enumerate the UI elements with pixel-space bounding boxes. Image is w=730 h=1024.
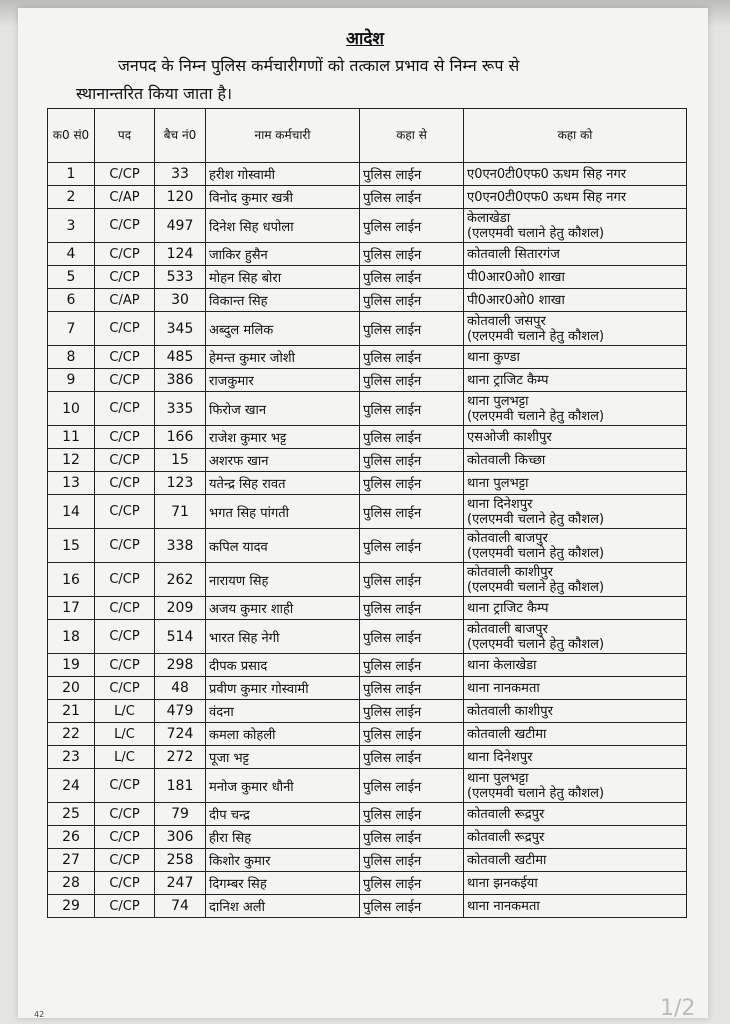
row-to-line: कोतवाली सितारगंज (467, 246, 560, 262)
row-from: पुलिस लाईन (360, 700, 464, 723)
table-row (48, 620, 687, 654)
table-row (48, 654, 687, 677)
row-to (464, 597, 687, 620)
row-name: दीप चन्द्र (206, 803, 360, 826)
row-to-line: ए0एन0टी0एफ0 ऊधम सिह नगर (467, 166, 627, 182)
row-sno: 3 (48, 209, 95, 243)
table-row (48, 597, 687, 620)
row-sno: 19 (48, 654, 95, 677)
row-from: पुलिस लाईन (360, 243, 464, 266)
row-to (464, 163, 687, 186)
row-to (464, 243, 687, 266)
row-to-line: कोतवाली काशीपुर (467, 703, 553, 719)
row-to-line: थाना दिनेशपुर (467, 496, 533, 512)
row-from: पुलिस लाईन (360, 163, 464, 186)
table-row (48, 769, 687, 803)
intro-line-1: जनपद के निम्न पुलिस कर्मचारीगणों को तत्काल प्रभाव से निम्न रूप से (118, 56, 520, 75)
row-post: C/AP (95, 289, 155, 312)
row-post: L/C (95, 700, 155, 723)
table-row (48, 163, 687, 186)
row-sno: 27 (48, 849, 95, 872)
row-from: पुलिस लाईन (360, 746, 464, 769)
row-to (464, 426, 687, 449)
row-badge: 386 (155, 369, 206, 392)
row-post: C/CP (95, 620, 155, 654)
row-post: C/CP (95, 392, 155, 426)
row-sno: 16 (48, 563, 95, 597)
row-to-line: एसओजी काशीपुर (467, 429, 552, 445)
row-sno: 11 (48, 426, 95, 449)
row-from: पुलिस लाईन (360, 769, 464, 803)
row-to (464, 723, 687, 746)
row-post: C/CP (95, 677, 155, 700)
table-row (48, 529, 687, 563)
row-post: C/AP (95, 186, 155, 209)
row-badge: 15 (155, 449, 206, 472)
row-sno: 4 (48, 243, 95, 266)
row-to-line: थाना केलाखेडा (467, 657, 537, 673)
table-row (48, 849, 687, 872)
row-name: विकान्त सिह (206, 289, 360, 312)
row-to-line: कोतवाली काशीपुर (467, 564, 553, 580)
row-sno: 18 (48, 620, 95, 654)
row-name: अब्दुल मलिक (206, 312, 360, 346)
row-name: प्रवीण कुमार गोस्वामी (206, 677, 360, 700)
table-row (48, 700, 687, 723)
row-to-line: (एलएमवी चलाने हेतु कौशल) (467, 511, 605, 527)
row-sno: 9 (48, 369, 95, 392)
row-post: C/CP (95, 369, 155, 392)
row-sno: 13 (48, 472, 95, 495)
table-row (48, 312, 687, 346)
row-name: भारत सिह नेगी (206, 620, 360, 654)
row-sno: 1 (48, 163, 95, 186)
header-badge: बैच नं0 (155, 109, 206, 163)
row-name: मनोज कुमार धौनी (206, 769, 360, 803)
row-badge: 181 (155, 769, 206, 803)
row-badge: 514 (155, 620, 206, 654)
order-title: आदेश (346, 29, 384, 49)
row-post: C/CP (95, 563, 155, 597)
row-to-line: कोतवाली बाजपुर (467, 621, 548, 637)
row-from: पुलिस लाईन (360, 369, 464, 392)
row-to-line: थाना नानकमता (467, 898, 540, 914)
row-to (464, 472, 687, 495)
row-post: C/CP (95, 597, 155, 620)
row-to-line: थाना पुलभट्टा (467, 475, 529, 491)
table-row (48, 677, 687, 700)
row-sno: 2 (48, 186, 95, 209)
row-to (464, 769, 687, 803)
row-to-line: कोतवाली खटीमा (467, 726, 547, 742)
row-badge: 335 (155, 392, 206, 426)
row-sno: 20 (48, 677, 95, 700)
row-to (464, 826, 687, 849)
row-name: दिगम्बर सिह (206, 872, 360, 895)
row-post: C/CP (95, 895, 155, 918)
row-sno: 22 (48, 723, 95, 746)
row-name: दिनेश सिह धपोला (206, 209, 360, 243)
row-to-line: थाना ट्राजिट कैम्प (467, 372, 549, 388)
row-from: पुलिस लाईन (360, 426, 464, 449)
table-row (48, 392, 687, 426)
header-sno: क0 सं0 (48, 109, 95, 163)
row-name: अशरफ खान (206, 449, 360, 472)
row-name: कमला कोहली (206, 723, 360, 746)
table-row (48, 803, 687, 826)
row-name: फिरोज खान (206, 392, 360, 426)
row-to-line: पी0आर0ओ0 शाखा (467, 269, 565, 285)
row-from: पुलिस लाईन (360, 449, 464, 472)
row-badge: 272 (155, 746, 206, 769)
row-to (464, 266, 687, 289)
row-post: C/CP (95, 243, 155, 266)
table-row (48, 723, 687, 746)
row-to (464, 449, 687, 472)
header-name: नाम कर्मचारी (206, 109, 360, 163)
table-row (48, 495, 687, 529)
table-row (48, 289, 687, 312)
row-to-line: कोतवाली बाजपुर (467, 530, 548, 546)
row-name: राजकुमार (206, 369, 360, 392)
row-post: C/CP (95, 449, 155, 472)
row-from: पुलिस लाईन (360, 803, 464, 826)
table-row (48, 746, 687, 769)
row-from: पुलिस लाईन (360, 826, 464, 849)
row-to-line: पी0आर0ओ0 शाखा (467, 292, 565, 308)
row-name: किशोर कुमार (206, 849, 360, 872)
row-name: दानिश अली (206, 895, 360, 918)
row-badge: 247 (155, 872, 206, 895)
intro-line-2: स्थानान्तरित किया जाता है। (76, 84, 233, 103)
row-to-line: थाना ट्राजिट कैम्प (467, 600, 549, 616)
row-to-line: कोतवाली किच्छा (467, 452, 546, 468)
row-post: C/CP (95, 769, 155, 803)
row-post: C/CP (95, 803, 155, 826)
row-sno: 12 (48, 449, 95, 472)
table-row (48, 369, 687, 392)
row-from: पुलिस लाईन (360, 677, 464, 700)
row-to (464, 803, 687, 826)
table-header-row (48, 109, 687, 163)
row-to (464, 654, 687, 677)
row-post: C/CP (95, 495, 155, 529)
page-number: 42 (34, 1010, 45, 1019)
row-post: C/CP (95, 472, 155, 495)
row-to (464, 209, 687, 243)
table-row (48, 266, 687, 289)
row-name: यतेन्द्र सिह रावत (206, 472, 360, 495)
row-badge: 345 (155, 312, 206, 346)
table-row (48, 472, 687, 495)
row-badge: 258 (155, 849, 206, 872)
row-to (464, 700, 687, 723)
row-post: L/C (95, 723, 155, 746)
row-from: पुलिस लाईन (360, 495, 464, 529)
row-to (464, 369, 687, 392)
row-from: पुलिस लाईन (360, 597, 464, 620)
row-to (464, 620, 687, 654)
row-from: पुलिस लाईन (360, 563, 464, 597)
row-to-line: (एलएमवी चलाने हेतु कौशल) (467, 328, 605, 344)
row-badge: 71 (155, 495, 206, 529)
row-to-line: (एलएमवी चलाने हेतु कौशल) (467, 636, 605, 652)
row-post: C/CP (95, 266, 155, 289)
table-row (48, 563, 687, 597)
row-to (464, 392, 687, 426)
row-name: हेमन्त कुमार जोशी (206, 346, 360, 369)
row-to (464, 289, 687, 312)
row-badge: 479 (155, 700, 206, 723)
row-badge: 485 (155, 346, 206, 369)
row-to (464, 872, 687, 895)
row-name: वंदना (206, 700, 360, 723)
row-to (464, 495, 687, 529)
row-sno: 28 (48, 872, 95, 895)
row-badge: 298 (155, 654, 206, 677)
row-sno: 21 (48, 700, 95, 723)
row-to-line: (एलएमवी चलाने हेतु कौशल) (467, 408, 605, 424)
row-badge: 33 (155, 163, 206, 186)
row-name: नारायण सिह (206, 563, 360, 597)
row-to (464, 529, 687, 563)
table-row (48, 243, 687, 266)
table-row (48, 895, 687, 918)
row-to-line: थाना कुण्डा (467, 349, 520, 365)
row-from: पुलिस लाईन (360, 472, 464, 495)
row-from: पुलिस लाईन (360, 654, 464, 677)
row-badge: 30 (155, 289, 206, 312)
row-sno: 29 (48, 895, 95, 918)
table-row (48, 826, 687, 849)
row-to-line: थाना पुलभट्टा (467, 393, 529, 409)
row-badge: 166 (155, 426, 206, 449)
row-post: C/CP (95, 163, 155, 186)
row-badge: 124 (155, 243, 206, 266)
row-sno: 10 (48, 392, 95, 426)
row-badge: 123 (155, 472, 206, 495)
row-to-line: कोतवाली जसपुर (467, 313, 546, 329)
row-post: C/CP (95, 826, 155, 849)
row-name: विनोद कुमार खत्री (206, 186, 360, 209)
page-count: 1/2 (660, 996, 696, 1021)
row-from: पुलिस लाईन (360, 266, 464, 289)
table-row (48, 426, 687, 449)
row-to (464, 849, 687, 872)
header-from: कहा से (360, 109, 464, 163)
row-post: C/CP (95, 529, 155, 563)
row-to (464, 895, 687, 918)
row-to-line: (एलएमवी चलाने हेतु कौशल) (467, 225, 605, 241)
row-badge: 533 (155, 266, 206, 289)
row-sno: 14 (48, 495, 95, 529)
row-badge: 262 (155, 563, 206, 597)
row-name: कपिल यादव (206, 529, 360, 563)
row-to-line: (एलएमवी चलाने हेतु कौशल) (467, 545, 605, 561)
row-sno: 6 (48, 289, 95, 312)
row-badge: 209 (155, 597, 206, 620)
row-to-line: थाना झनकईया (467, 875, 538, 891)
row-from: पुलिस लाईन (360, 289, 464, 312)
row-from: पुलिस लाईन (360, 723, 464, 746)
row-sno: 7 (48, 312, 95, 346)
row-from: पुलिस लाईन (360, 849, 464, 872)
row-from: पुलिस लाईन (360, 392, 464, 426)
row-to-line: कोतवाली खटीमा (467, 852, 547, 868)
row-name: राजेश कुमार भट्ट (206, 426, 360, 449)
row-post: C/CP (95, 872, 155, 895)
row-name: हरीश गोस्वामी (206, 163, 360, 186)
table-row (48, 209, 687, 243)
header-to: कहा को (464, 109, 687, 163)
row-to (464, 186, 687, 209)
table-row (48, 449, 687, 472)
row-name: दीपक प्रसाद (206, 654, 360, 677)
row-name: पूजा भट्ट (206, 746, 360, 769)
row-sno: 17 (48, 597, 95, 620)
row-sno: 24 (48, 769, 95, 803)
row-from: पुलिस लाईन (360, 529, 464, 563)
row-badge: 724 (155, 723, 206, 746)
row-from: पुलिस लाईन (360, 895, 464, 918)
row-from: पुलिस लाईन (360, 872, 464, 895)
table-row (48, 186, 687, 209)
row-sno: 8 (48, 346, 95, 369)
row-to-line: ए0एन0टी0एफ0 ऊधम सिह नगर (467, 189, 627, 205)
row-post: C/CP (95, 346, 155, 369)
row-name: भगत सिह पांगती (206, 495, 360, 529)
row-badge: 306 (155, 826, 206, 849)
transfer-table (47, 108, 687, 918)
row-post: C/CP (95, 312, 155, 346)
row-from: पुलिस लाईन (360, 209, 464, 243)
row-from: पुलिस लाईन (360, 620, 464, 654)
row-to-line: कोतवाली रूद्रपुर (467, 806, 545, 822)
row-to (464, 312, 687, 346)
row-post: C/CP (95, 209, 155, 243)
row-badge: 120 (155, 186, 206, 209)
row-post: C/CP (95, 654, 155, 677)
row-to-line: थाना नानकमता (467, 680, 540, 696)
row-sno: 26 (48, 826, 95, 849)
row-to-line: (एलएमवी चलाने हेतु कौशल) (467, 785, 605, 801)
row-name: अजय कुमार शाही (206, 597, 360, 620)
table-row (48, 872, 687, 895)
row-sno: 5 (48, 266, 95, 289)
row-to-line: कोतवाली रूद्रपुर (467, 829, 545, 845)
row-to-line: (एलएमवी चलाने हेतु कौशल) (467, 579, 605, 595)
row-badge: 74 (155, 895, 206, 918)
row-sno: 15 (48, 529, 95, 563)
row-to (464, 563, 687, 597)
row-to (464, 746, 687, 769)
row-sno: 23 (48, 746, 95, 769)
row-name: जाकिर हुसैन (206, 243, 360, 266)
row-badge: 338 (155, 529, 206, 563)
row-to-line: थाना पुलभट्टा (467, 770, 529, 786)
row-name: मोहन सिह बोरा (206, 266, 360, 289)
row-to (464, 677, 687, 700)
row-badge: 48 (155, 677, 206, 700)
row-post: L/C (95, 746, 155, 769)
row-from: पुलिस लाईन (360, 312, 464, 346)
table-body (48, 163, 687, 918)
row-to (464, 346, 687, 369)
row-from: पुलिस लाईन (360, 346, 464, 369)
row-badge: 497 (155, 209, 206, 243)
header-post: पद (95, 109, 155, 163)
row-to-line: केलाखेडा (467, 210, 511, 226)
row-post: C/CP (95, 849, 155, 872)
row-badge: 79 (155, 803, 206, 826)
row-sno: 25 (48, 803, 95, 826)
row-name: हीरा सिह (206, 826, 360, 849)
row-to-line: थाना दिनेशपुर (467, 749, 533, 765)
table-row (48, 346, 687, 369)
row-post: C/CP (95, 426, 155, 449)
row-from: पुलिस लाईन (360, 186, 464, 209)
